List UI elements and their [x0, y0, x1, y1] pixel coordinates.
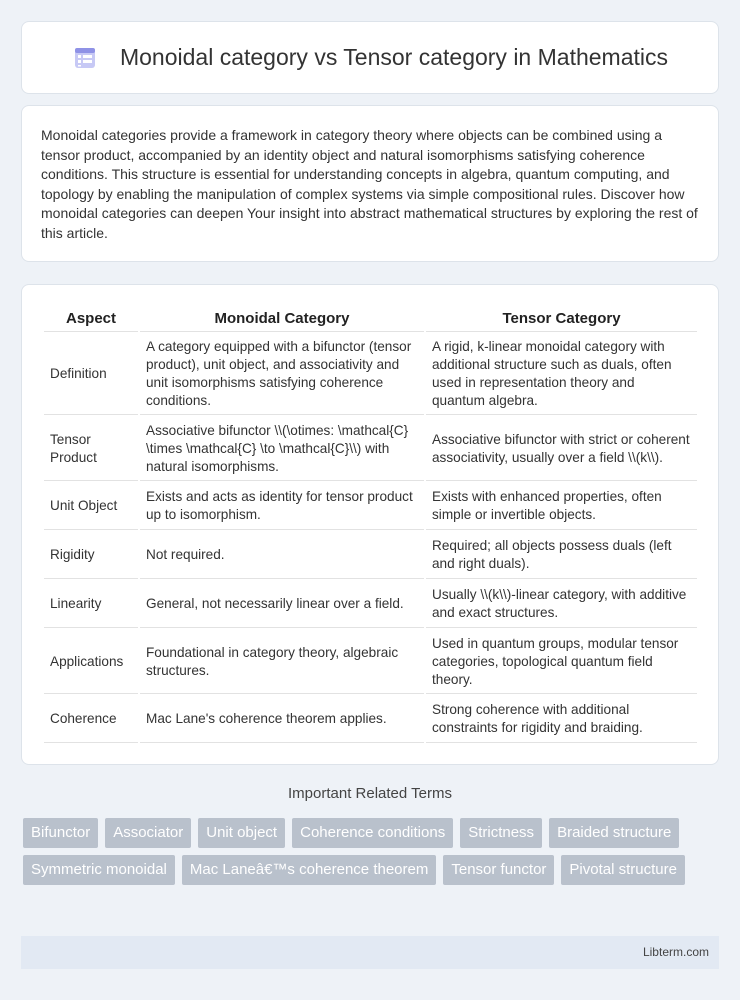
header-card	[21, 21, 719, 94]
row-tensor: Associative bifunctor with strict or coherent associativity, usually over a field \\(k\\).	[426, 417, 697, 481]
table-row	[44, 696, 697, 743]
related-term-tag[interactable]: Unit object	[198, 818, 285, 848]
row-tensor: Strong coherence with additional constraints for rigidity and braiding.	[426, 696, 697, 743]
table-header-row	[44, 305, 697, 332]
row-monoidal: Not required.	[140, 532, 424, 579]
row-tensor: Required; all objects possess duals (left and right duals).	[426, 532, 697, 579]
row-tensor: A rigid, k-linear monoidal category with additional structure such as duals, often used in representation theory and quantum algebra.	[426, 334, 697, 415]
related-term-tag[interactable]: Bifunctor	[23, 818, 98, 848]
row-aspect: Unit Object	[44, 483, 138, 530]
intro-card	[21, 105, 719, 262]
row-monoidal: General, not necessarily linear over a field.	[140, 581, 424, 628]
row-tensor: Used in quantum groups, modular tensor categories, topological quantum field theory.	[426, 630, 697, 694]
row-aspect: Tensor Product	[44, 417, 138, 481]
footer	[21, 936, 719, 969]
table-row	[44, 334, 697, 415]
row-tensor: Usually \\(k\\)-linear category, with additive and exact structures.	[426, 581, 697, 628]
header-monoidal: Monoidal Category	[140, 305, 424, 332]
related-term-tag[interactable]: Coherence conditions	[292, 818, 453, 848]
related-term-tag[interactable]: Strictness	[460, 818, 542, 848]
table-row	[44, 483, 697, 530]
table-row	[44, 417, 697, 481]
related-term-tag[interactable]: Symmetric monoidal	[23, 855, 175, 885]
document-list-icon	[72, 45, 98, 71]
row-monoidal: Mac Lane's coherence theorem applies.	[140, 696, 424, 743]
intro-text: Monoidal categories provide a framework in category theory where objects can be combined using a tensor product, accompanied by an identity object and natural isomorphisms satisfying coherence conditions. This structure is essential for understanding concepts in algebra, quantum computing, and topology by enabling the manipulation of complex systems via simple compositional rules. Discover how monoidal categories can deepen Your insight into abstract mathematical structures by exploring the rest of this article.	[41, 127, 698, 241]
table-row	[44, 630, 697, 694]
row-monoidal: Associative bifunctor \\(\otimes: \mathcal{C} \times \mathcal{C} \to \mathcal{C}\\) with natural isomorphisms.	[140, 417, 424, 481]
related-term-tag[interactable]: Braided structure	[549, 818, 679, 848]
header-aspect: Aspect	[44, 305, 138, 332]
related-term-tag[interactable]: Pivotal structure	[561, 855, 685, 885]
row-aspect: Coherence	[44, 696, 138, 743]
row-tensor: Exists with enhanced properties, often simple or invertible objects.	[426, 483, 697, 530]
comparison-table-card	[21, 284, 719, 765]
row-monoidal: Exists and acts as identity for tensor product up to isomorphism.	[140, 483, 424, 530]
row-aspect: Applications	[44, 630, 138, 694]
page-title: Monoidal category vs Tensor category in Mathematics	[119, 44, 668, 70]
table-row	[44, 532, 697, 579]
related-term-tag[interactable]: Associator	[105, 818, 191, 848]
footer-site-link[interactable]: Libterm.com	[642, 945, 709, 959]
related-term-tag[interactable]: Tensor functor	[443, 855, 554, 885]
row-aspect: Linearity	[44, 581, 138, 628]
related-term-tag[interactable]: Mac Laneâ€™s coherence theorem	[182, 855, 436, 885]
row-aspect: Definition	[44, 334, 138, 415]
related-terms-title: Important Related Terms	[288, 785, 452, 802]
row-monoidal: Foundational in category theory, algebraic structures.	[140, 630, 424, 694]
comparison-table	[42, 303, 699, 745]
table-row	[44, 581, 697, 628]
row-monoidal: A category equipped with a bifunctor (tensor product), unit object, and associativity and unit isomorphisms satisfying coherence conditions.	[140, 334, 424, 415]
header-tensor: Tensor Category	[426, 305, 697, 332]
row-aspect: Rigidity	[44, 532, 138, 579]
related-terms-list	[23, 818, 723, 885]
